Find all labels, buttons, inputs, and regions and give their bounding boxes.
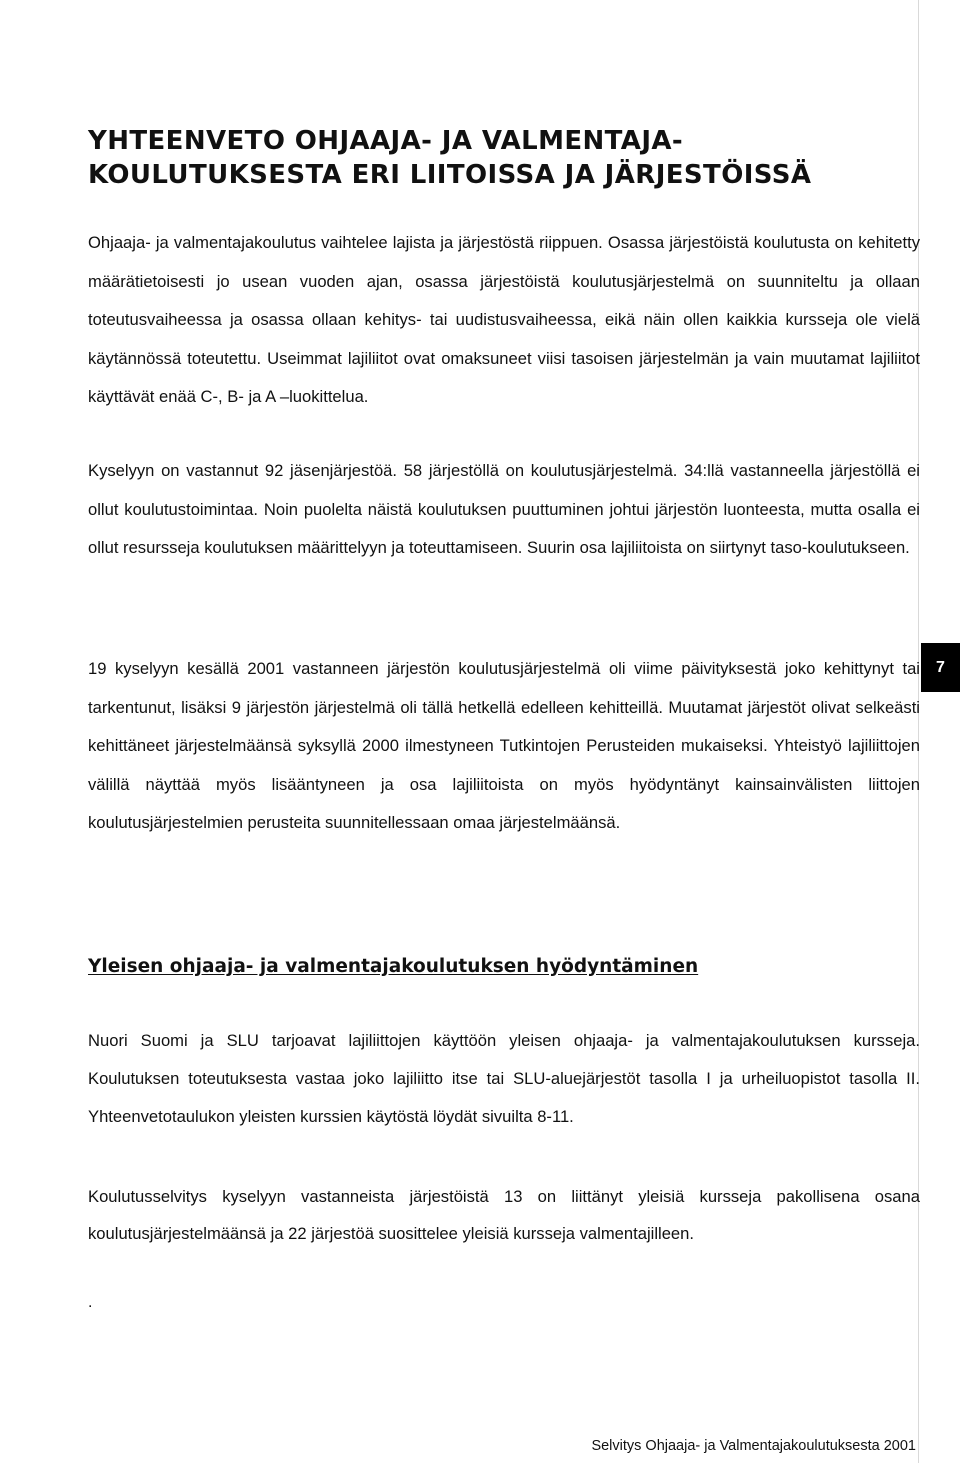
page-title-line-2: KOULUTUKSESTA ERI LIITOISSA JA JÄRJESTÖISSÄ [88,160,812,190]
footer-text: Selvitys Ohjaaja- ja Valmentajakoulutuksesta 2001 [591,1438,916,1454]
stray-period: . [88,1294,93,1311]
course-usage-paragraph: Koulutusselvitys kyselyyn vastanneista järjestöistä 13 on liittänyt yleisiä kursseja pakollisena osana koulutusjärjestelmäänsä ja 22 järjestöä suosittelee yleisiä kursseja valmentajilleen. [88,1187,920,1243]
section-heading: Yleisen ohjaaja- ja valmentajakoulutuksen hyödyntäminen [88,956,699,977]
development-paragraph: 19 kyselyyn kesällä 2001 vastanneen järjestön koulutusjärjestelmä oli viime päivityksestä joko kehittynyt tai tarkentunut, lisäksi 9 järjestön järjestelmä oli tällä hetkellä edelleen kehitteillä. Muutamat järjestöt olivat selkeästi kehittäneet järjestelmäänsä syksyllä 2000 ilmestyneen Tutkintojen Perusteiden mukaiseksi. Yhteistyö lajiliittojen välillä näyttää myös lisääntyneen ja osa lajiliitoista on myös hyödyntänyt kainsainvälisten liittojen koulutusjärjestelmien perusteita suunnitellessaan omaa järjestelmäänsä. [88,659,920,832]
general-courses-paragraph: Nuori Suomi ja SLU tarjoavat lajiliittojen käyttöön yleisen ohjaaja- ja valmentajakoulutuksen kursseja. Koulutuksen toteutuksesta vastaa joko lajiliitto itse tai SLU-aluejärjestöt tasolla I ja urheiluopistot tasolla II. Yhteenvetotaulukon yleisten kurssien käytöstä löydät sivuilta 8-11. [88,1031,920,1126]
page-title [88,124,888,192]
survey-paragraph: Kyselyyn on vastannut 92 jäsenjärjestöä. 58 järjestöllä on koulutusjärjestelmä. 34:llä vastanneella järjestöllä ei ollut koulutustoimintaa. Noin puolelta näistä koulutuksen puuttuminen johtui järjestön luonteesta, mutta osalla ei ollut resursseja koulutuksen määrittelyyn ja toteuttamiseen. Suurin osa lajiliitoista on siirtynyt taso-koulutukseen. [88,461,920,557]
intro-paragraph: Ohjaaja- ja valmentajakoulutus vaihtelee lajista ja järjestöstä riippuen. Osassa järjestöistä koulutusta on kehitetty määrätietoisesti jo usean vuoden ajan, osassa järjestöistä koulutusjärjestelmä on suunniteltu ja ollaan toteutusvaiheessa ja osassa ollaan kehitys- tai uudistusvaiheessa, eikä näin ollen kaikkia kursseja ole vielä käytännössä toteutettu. Useimmat lajiliitot ovat omaksuneet viisi tasoisen järjestelmän ja vain muutamat lajiliitot käyttävät enää C-, B- ja A –luokittelua. [88,233,920,406]
page-number-tab: 7 [921,643,960,692]
page-title-line-1: YHTEENVETO OHJAAJA- JA VALMENTAJA- [88,126,684,156]
